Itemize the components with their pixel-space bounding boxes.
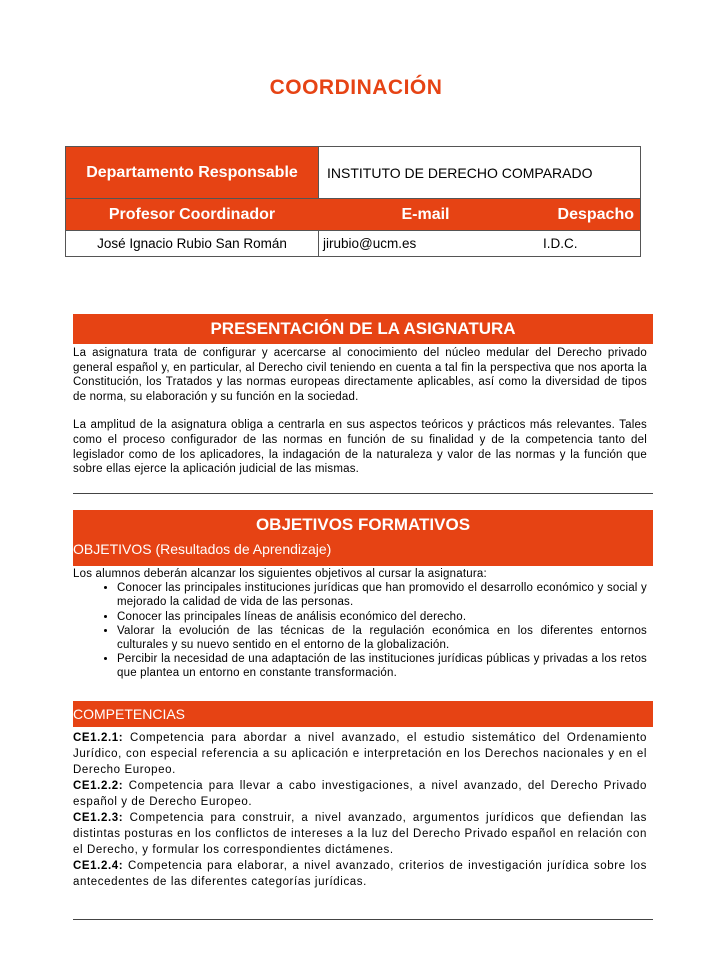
competency-item <box>73 730 647 778</box>
competency-item <box>73 810 647 858</box>
divider <box>73 919 653 920</box>
presentation-body <box>73 346 647 477</box>
competency-code: CE1.2.3: <box>73 812 124 824</box>
header-email: E-mail <box>401 205 450 223</box>
objectives-intro: Los alumnos deberán alcanzar los siguientes objetivos al cursar la asignatura: <box>73 568 487 580</box>
presentation-paragraph: La asignatura trata de configurar y acercarse al conocimiento del núcleo medular del Derecho privado general español y, en particular, al Derecho civil teniendo en cuenta a tal fin la perspectiva que nos aporta la Constitución, los Tratados y las normas europeas directamente aplicables, así como la diversidad de tipos de norma, su elaboración y su función en la sociedad. <box>73 347 647 403</box>
header-row <box>66 198 640 231</box>
competency-item <box>73 858 647 890</box>
list-item: • Conocer las principales instituciones jurídicas que han promovido el desarrollo económico y social y mejorado la calidad de vida de las personas. <box>117 581 647 609</box>
divider <box>73 493 653 494</box>
list-item: • Percibir la necesidad de una adaptación de las instituciones jurídicas públicas y privadas a los retos que plantea un entorno en constante transformación. <box>117 652 647 680</box>
professor-row <box>66 231 640 256</box>
competency-code: CE1.2.2: <box>73 780 124 792</box>
page-title: COORDINACIÓN <box>269 76 443 99</box>
competencies-header <box>73 701 653 727</box>
competency-code: CE1.2.4: <box>73 860 124 872</box>
header-professor: Profesor Coordinador <box>108 205 276 223</box>
department-label: Departamento Responsable <box>66 147 319 198</box>
competency-text: Competencia para llevar a cabo investigaciones, a nivel avanzado, del Derecho Privado español y de Derecho Europeo. <box>73 780 648 808</box>
competency-text: Competencia para abordar a nivel avanzado, el estudio sistemático del Ordenamiento Jurídico, con especial referencia a su aplicación e interpretación en los Derechos nacionales y en el Derecho Europeo. <box>73 732 648 776</box>
department-row <box>66 147 640 198</box>
presentation-title: PRESENTACIÓN DE LA ASIGNATURA <box>210 319 516 338</box>
header-office: Despacho <box>557 205 634 223</box>
objectives-title: OBJETIVOS FORMATIVOS <box>255 515 471 534</box>
list-item: • Valorar la evolución de las técnicas de la regulación económica en los diferentes entornos culturales y su nuevo sentido en el entorno de la globalización. <box>117 624 647 652</box>
professor-office: I.D.C. <box>543 236 578 251</box>
professor-email[interactable]: jirubio@ucm.es <box>323 236 417 251</box>
coordination-table <box>65 146 641 257</box>
list-item: • Conocer las principales líneas de análisis económico del derecho. <box>117 610 647 624</box>
objectives-header <box>73 510 653 566</box>
professor-name: José Ignacio Rubio San Román <box>66 231 319 256</box>
competency-text: Competencia para elaborar, a nivel avanzado, criterios de investigación jurídica sobre los antecedentes de las diferentes categorías jurídicas. <box>73 860 647 888</box>
presentation-header <box>73 314 653 344</box>
objectives-subtitle: OBJETIVOS (Resultados de Aprendizaje) <box>73 541 332 557</box>
objectives-body <box>73 567 647 681</box>
objectives-list <box>73 581 647 680</box>
competency-text: Competencia para construir, a nivel avanzado, argumentos jurídicos que defiendan las distintas posturas en los conflictos de intereses a la luz del Derecho Privado español en relación con el Derecho, y formular los correspondientes dictámenes. <box>73 812 648 856</box>
competencies-title: COMPETENCIAS <box>73 706 186 722</box>
presentation-paragraph: La amplitud de la asignatura obliga a centrarla en sus aspectos teóricos y prácticos más relevantes. Tales como el proceso configurador de las normas en función de su finalidad y de la competencia tanto del legislador como de los aplicadores, la indagación de la naturaleza y valor de las normas y la función que sobre ellas ejerce la aplicación judicial de las mismas. <box>73 419 647 476</box>
competency-item <box>73 778 647 810</box>
competency-code: CE1.2.1: <box>73 732 124 744</box>
department-value: INSTITUTO DE DERECHO COMPARADO <box>327 164 593 181</box>
competencies-body <box>73 730 647 890</box>
